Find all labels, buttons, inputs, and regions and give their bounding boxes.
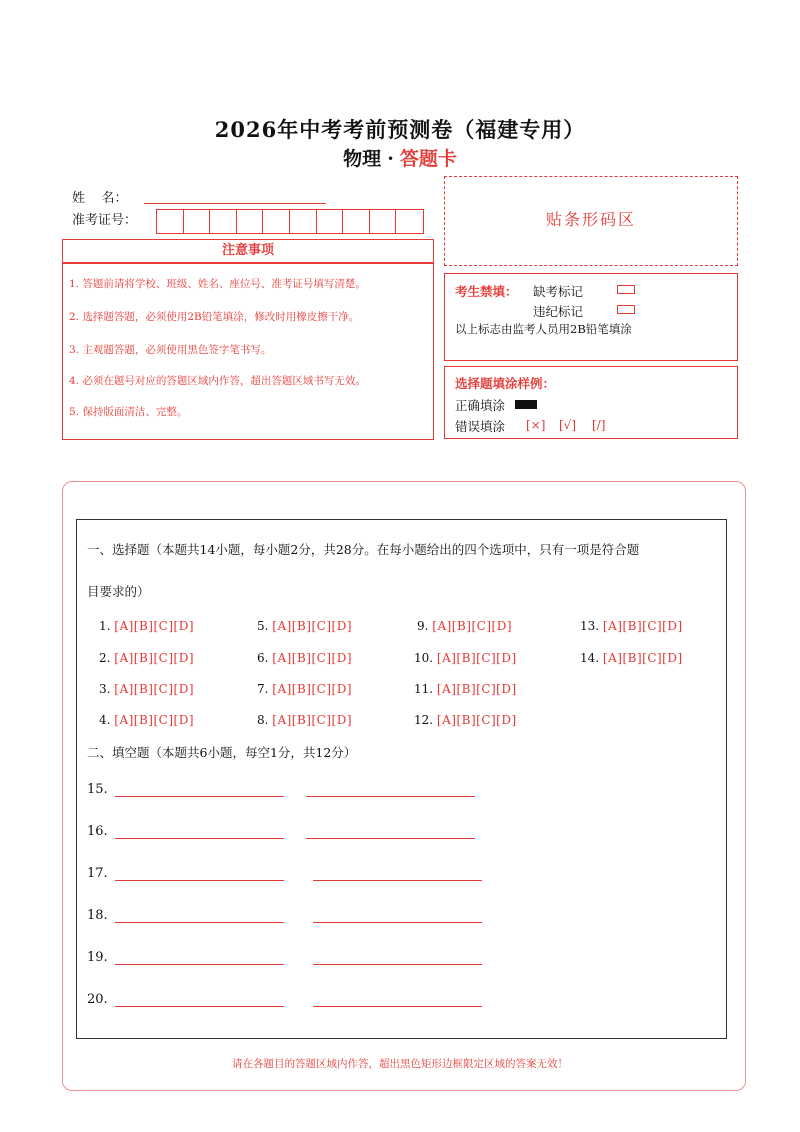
choice-question[interactable] bbox=[99, 619, 194, 633]
absent-mark-box[interactable] bbox=[617, 285, 635, 294]
forbidden-box bbox=[444, 273, 738, 361]
answer-blank[interactable] bbox=[115, 922, 284, 923]
answer-region bbox=[76, 519, 727, 1039]
violation-mark-label: 违纪标记 bbox=[533, 304, 584, 319]
answer-blank[interactable] bbox=[115, 838, 284, 839]
answer-options[interactable]: [A][B][C][D] bbox=[602, 619, 683, 633]
answer-blank[interactable] bbox=[313, 964, 482, 965]
fill-sample-heading: 选择题填涂样例： bbox=[455, 376, 556, 391]
violation-mark-box[interactable] bbox=[617, 305, 635, 314]
subject-title bbox=[0, 144, 800, 171]
correct-fill-sample bbox=[515, 400, 537, 409]
choice-question[interactable] bbox=[414, 651, 517, 665]
choice-question[interactable] bbox=[99, 713, 194, 727]
notice-item: 3. 主观题答题，必须使用黑色签字笔书写。 bbox=[69, 344, 272, 356]
answer-options[interactable]: [A][B][C][D] bbox=[432, 619, 513, 633]
choice-question[interactable] bbox=[414, 713, 517, 727]
question-number: 3. bbox=[99, 682, 111, 696]
choice-question[interactable] bbox=[257, 682, 352, 696]
question-number: 5. bbox=[257, 619, 269, 633]
answer-options[interactable]: [A][B][C][D] bbox=[114, 651, 195, 665]
subject-name: 物理 bbox=[343, 148, 382, 170]
correct-fill-label: 正确填涂 bbox=[455, 398, 506, 413]
answer-options[interactable]: [A][B][C][D] bbox=[114, 682, 195, 696]
id-digit-box[interactable] bbox=[370, 210, 397, 233]
question-number: 7. bbox=[257, 682, 269, 696]
footer-warning: 请在各题目的答题区域内作答，超出黑色矩形边框限定区域的答案无效！ bbox=[232, 1058, 568, 1070]
id-digit-box[interactable] bbox=[263, 210, 290, 233]
id-digit-box[interactable] bbox=[184, 210, 211, 233]
answer-blank[interactable] bbox=[306, 796, 475, 797]
answer-blank[interactable] bbox=[115, 796, 284, 797]
fill-question-number: 17. bbox=[87, 866, 108, 881]
question-number: 8. bbox=[257, 713, 269, 727]
answer-options[interactable]: [A][B][C][D] bbox=[272, 713, 353, 727]
answer-options[interactable]: [A][B][C][D] bbox=[436, 682, 517, 696]
answer-options[interactable]: [A][B][C][D] bbox=[114, 713, 195, 727]
id-digit-box[interactable] bbox=[157, 210, 184, 233]
card-name: 答题卡 bbox=[399, 148, 457, 170]
choice-question[interactable] bbox=[417, 619, 512, 633]
question-number: 11. bbox=[414, 682, 434, 696]
forbidden-note: 以上标志由监考人员用2B铅笔填涂 bbox=[455, 322, 632, 336]
question-number: 9. bbox=[417, 619, 429, 633]
answer-options[interactable]: [A][B][C][D] bbox=[272, 619, 353, 633]
fill-question-number: 19. bbox=[87, 950, 108, 965]
notice-box bbox=[62, 263, 434, 440]
answer-blank[interactable] bbox=[115, 1006, 284, 1007]
answer-blank[interactable] bbox=[115, 880, 284, 881]
wrong-fill-check: [√] bbox=[559, 418, 577, 432]
choice-question[interactable] bbox=[414, 682, 517, 696]
question-number: 13. bbox=[580, 619, 600, 633]
wrong-fill-label: 错误填涂 bbox=[455, 419, 506, 434]
wrong-fill-cross: [×] bbox=[526, 418, 546, 432]
answer-options[interactable]: [A][B][C][D] bbox=[272, 651, 353, 665]
id-label: 准考证号： bbox=[72, 213, 138, 228]
fill-question-number: 15. bbox=[87, 782, 108, 797]
choice-question[interactable] bbox=[257, 651, 352, 665]
answer-options[interactable]: [A][B][C][D] bbox=[272, 682, 353, 696]
wrong-fill-slash: [/] bbox=[592, 418, 606, 432]
choice-question[interactable] bbox=[257, 619, 352, 633]
question-number: 2. bbox=[99, 651, 111, 665]
title-separator: · bbox=[387, 148, 394, 170]
id-digit-box[interactable] bbox=[237, 210, 264, 233]
answer-options[interactable]: [A][B][C][D] bbox=[436, 651, 517, 665]
notice-heading: 注意事项 bbox=[62, 239, 434, 263]
name-label: 姓 名： bbox=[72, 191, 128, 206]
id-digit-box[interactable] bbox=[210, 210, 237, 233]
forbidden-heading: 考生禁填： bbox=[455, 284, 518, 299]
section1-title: 一、选择题（本题共14小题，每小题2分，共28分。在每小题给出的四个选项中，只有一项是符合题 bbox=[87, 542, 640, 557]
answer-blank[interactable] bbox=[115, 964, 284, 965]
fill-question-number: 16. bbox=[87, 824, 108, 839]
answer-options[interactable]: [A][B][C][D] bbox=[436, 713, 517, 727]
id-digit-box[interactable] bbox=[317, 210, 344, 233]
exam-title: 2026年中考考前预测卷（福建专用） bbox=[214, 117, 586, 142]
choice-question[interactable] bbox=[99, 682, 194, 696]
question-number: 4. bbox=[99, 713, 111, 727]
answer-blank[interactable] bbox=[313, 880, 482, 881]
fill-question-number: 18. bbox=[87, 908, 108, 923]
question-number: 14. bbox=[580, 651, 600, 665]
notice-item: 5. 保持版面清洁、完整。 bbox=[69, 406, 188, 418]
choice-question[interactable] bbox=[99, 651, 194, 665]
choice-question[interactable] bbox=[580, 619, 683, 633]
barcode-area: 贴条形码区 bbox=[444, 176, 738, 266]
notice-item: 1. 答题前请将学校、班级、姓名、座位号、准考证号填写清楚。 bbox=[69, 278, 366, 290]
exam-id-boxes[interactable] bbox=[156, 209, 424, 234]
fill-sample-box bbox=[444, 366, 738, 439]
id-digit-box[interactable] bbox=[396, 210, 423, 233]
notice-item: 4. 必须在题号对应的答题区域内作答，超出答题区域书写无效。 bbox=[69, 375, 366, 387]
question-number: 12. bbox=[414, 713, 434, 727]
answer-blank[interactable] bbox=[313, 922, 482, 923]
question-number: 10. bbox=[414, 651, 434, 665]
answer-options[interactable]: [A][B][C][D] bbox=[114, 619, 195, 633]
choice-question[interactable] bbox=[580, 651, 683, 665]
fill-question-number: 20. bbox=[87, 992, 108, 1007]
section1-title-cont: 目要求的） bbox=[87, 584, 150, 599]
notice-item: 2. 选择题答题，必须使用2B铅笔填涂，修改时用橡皮擦干净。 bbox=[69, 311, 360, 323]
answer-blank[interactable] bbox=[306, 838, 475, 839]
absent-mark-label: 缺考标记 bbox=[533, 284, 584, 299]
answer-options[interactable]: [A][B][C][D] bbox=[602, 651, 683, 665]
question-number: 1. bbox=[99, 619, 111, 633]
choice-question[interactable] bbox=[257, 713, 352, 727]
id-digit-box[interactable] bbox=[343, 210, 370, 233]
answer-blank[interactable] bbox=[313, 1006, 482, 1007]
question-number: 6. bbox=[257, 651, 269, 665]
id-digit-box[interactable] bbox=[290, 210, 317, 233]
section2-title: 二、填空题（本题共6小题，每空1分，共12分） bbox=[87, 745, 357, 760]
name-field[interactable] bbox=[144, 203, 326, 204]
